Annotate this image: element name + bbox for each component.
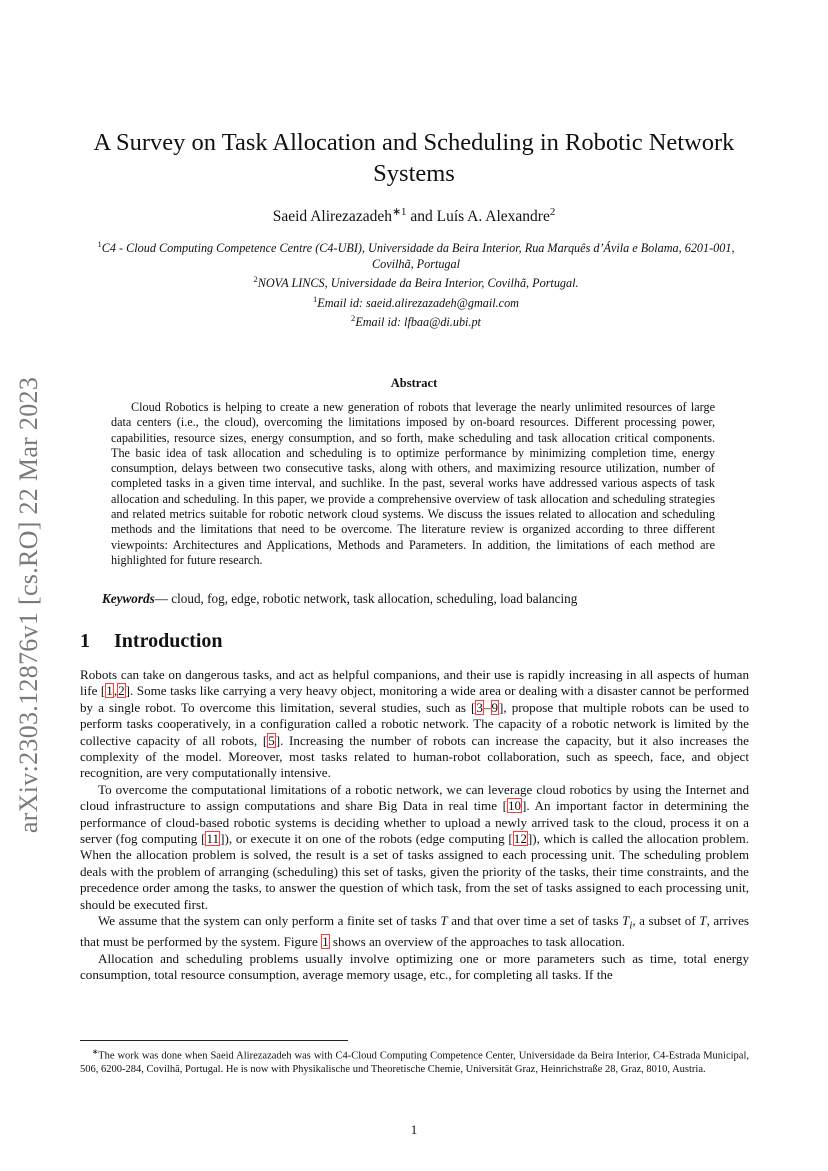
author-1-marks: ∗1 [391, 206, 407, 218]
page-number: 1 [410, 1122, 418, 1137]
citation-link[interactable]: 1 [106, 683, 113, 699]
math-symbol: T [622, 913, 630, 929]
text-run: To overcome the computational limitations of a robotic network, we can leverage cloud robotics by using the Internet and cloud infrastructure to assign computations and share Big Data in real time [80, 781, 749, 814]
affiliation-mark: 2 [253, 274, 258, 285]
citation-link[interactable]: 3 [476, 699, 483, 715]
section-number: 1 [80, 630, 90, 652]
footnote-mark: ∗ [92, 1047, 99, 1056]
email-2[interactable] [96, 311, 736, 331]
footnote-text: The work was done when Saeid Alirezazadeh was with C4-Cloud Computing Competence Center, Universidade da Beira Interior, C4-Estrada Municipal, 506, 6200-284, Covilhã, Portugal. He is now with Physikalische und Theoretische Chemie, Universität Graz, Heinrichstraße 28, Graz, 8010, Austria. [80, 1050, 749, 1075]
math-subscript: i [629, 919, 633, 932]
text-run: ), or execute it on one of the robots (edge computing [224, 831, 509, 847]
text-run: , [113, 683, 118, 699]
introduction-body [80, 667, 749, 983]
author-1: Saeid Alirezazadeh [272, 208, 392, 226]
section-heading-introduction [80, 630, 223, 653]
text-run: Allocation and scheduling problems usually involve optimizing one or more parameters such as time, total energy consumption, total resource consumption, average memory usage, etc., for completing all tasks. If the [80, 950, 749, 982]
paragraph-2: To overcome the computational limitations of a robotic network, we can leverage cloud robotics by using the Internet and cloud infrastructure to assign computations and share Big Data in real time [10]. An important factor in determining the performance of cloud-based robotic systems is deciding whether to upload a newly arrived task to the cloud, process it on a server (fog computing [11]), or execute it on one of the robots (edge computing [12]), which is called the allocation problem. When the allocation problem is solved, the result is a set of tasks assigned to each processing unit. The scheduling problem deals with the problem of arranging (scheduling) this set of tasks, given the priority of the tasks, their time constraints, and the precedence order among the tasks, to answer the question of which task, from the set of tasks assigned to each processing unit, should be executed first. [80, 781, 749, 912]
section-title: Introduction [114, 630, 223, 652]
affiliation-mark: 2 [351, 313, 356, 324]
footnote [80, 1045, 749, 1076]
abstract-text: Cloud Robotics is helping to create a new generation of robots that leverage the nearly unlimited resources of large data centers (i.e., the cloud), overcoming the limitations imposed by on-board resources. Different processing power, capabilities, resource sizes, energy consumption, and so forth, make scheduling and task allocation critical components. The basic idea of task allocation and scheduling is to optimize performance by minimizing completion time, energy consumption, delays between two consecutive tasks, along with others, and maximizing resource utilization, number of completed tasks in a given time interval, and suchlike. In the past, several works have addressed various aspects of task allocation and scheduling. In this paper, we provide a comprehensive overview of task allocation and scheduling strategies and related metrics suitable for robotic network cloud systems. We discuss the issues related to allocation and scheduling methods and the limitations that need to be overcome. The literature review is organized according to three different viewpoints: Architectures and Applications, Methods and Parameters. In addition, the limitations of each method are highlighted for future research. [111, 400, 715, 567]
citation-link[interactable]: 12 [513, 831, 527, 847]
citation-link[interactable]: 10 [507, 798, 522, 814]
affiliation-text: C4 - Cloud Computing Competence Centre (C4-UBI), Universidade da Beira Interior, Rua Marquês d’Ávila e Bolama, 6201-001, Covilhã, Portugal [101, 241, 735, 271]
paragraph-3 [80, 913, 749, 950]
math-symbol: T [440, 913, 448, 929]
text-run: and that over time a set of tasks [447, 913, 623, 929]
keywords [102, 591, 742, 607]
citation-link[interactable]: 9 [491, 699, 499, 715]
paper-title: A Survey on Task Allocation and Scheduling in Robotic Network Systems [93, 129, 735, 187]
email-1[interactable] [96, 292, 736, 312]
text-run: Robots can take on dangerous tasks, and act as helpful companions, and their use is rapidly increasing in all aspects of human life [80, 667, 749, 699]
text-run: ), which is called the allocation problem. When the allocation problem is solved, the result is a set of tasks assigned to each processing unit. The scheduling problem deals with the problem of arranging (scheduling) this set of tasks, given the priority of the tasks, their time constraints, and the precedence order among the tasks, to answer the question of which task, from the set of tasks assigned to each processing unit, should be executed first. [80, 831, 749, 912]
email-text[interactable]: Email id: saeid.alirezazadeh@gmail.com [317, 295, 519, 310]
citation-link[interactable]: 11 [206, 831, 220, 847]
affiliation-text: NOVA LINCS, Universidade da Beira Interior, Covilhã, Portugal. [257, 276, 579, 291]
author-2: Luís A. Alexandre [436, 208, 550, 226]
footnote-divider [80, 1040, 348, 1041]
affiliations [96, 237, 736, 331]
paragraph-1: Robots can take on dangerous tasks, and act as helpful companions, and their use is rapidly increasing in all aspects of human life [1,2]. Some tasks like carrying a very heavy object, monitoring a wide area or dealing with a disaster cannot be performed by a single robot. To overcome this limitation, several studies, such as [3–9], propose that multiple robots can be used to perform tasks cooperatively, in a configuration called a robotic network. The capacity of a robotic network is limited by the collective capacity of all robots, [5]. Increasing the number of robots can increase the capacity, but it also increases the complexity of the model. Moreover, most tasks related to human-robot collaboration, such as speech, face, and object recognition, are very computationally intensive. [80, 667, 749, 781]
affiliation-mark: 1 [313, 293, 318, 304]
text-run: , a subset of [632, 913, 700, 929]
text-run: . Increasing the number of robots can increase the capacity, but it also increases the complexity of the model. Moreover, most tasks related to human-robot collaboration, such as speech, face, and object recognition, are very computationally intensive. [80, 732, 749, 781]
text-run: We assume that the system can only perform a finite set of tasks [98, 913, 441, 929]
paragraph-4 [80, 951, 749, 984]
figure-link[interactable]: 1 [322, 934, 329, 950]
text-run: . Some tasks like carrying a very heavy object, monitoring a wide area or dealing with a disaster cannot be performed by a single robot. To overcome this limitation, several studies, such as [80, 683, 749, 715]
keywords-label: Keywords [102, 591, 155, 606]
keywords-list: cloud, fog, edge, robotic network, task allocation, scheduling, load balancing [171, 591, 578, 606]
text-run: – [483, 699, 491, 715]
email-text[interactable]: Email id: lfbaa@di.ubi.pt [355, 315, 481, 330]
affiliation-2 [96, 272, 736, 292]
author-conjunction: and [410, 208, 433, 226]
author-2-marks: 2 [549, 206, 556, 218]
author-line [90, 205, 738, 226]
keywords-dash: — [154, 591, 168, 606]
arxiv-margin-stamp [6, 360, 52, 850]
text-run: , arrives that must be performed by the system. Figure [80, 913, 749, 950]
abstract-heading: Abstract [390, 376, 438, 390]
affiliation-1 [96, 237, 736, 272]
affiliation-mark: 1 [97, 239, 102, 249]
citation-link[interactable]: 5 [268, 732, 275, 748]
math-symbol: T [699, 913, 707, 929]
citation-link[interactable]: 2 [118, 683, 125, 699]
text-run: . An important factor in determining the performance of cloud-based robotic systems is deciding whether to upload a newly arrived task to the cloud, process it on a server (fog computing [80, 798, 749, 847]
arxiv-identifier: arXiv:2303.12876v1 [cs.RO] 22 Mar 2023 [14, 376, 44, 834]
text-run: , propose that multiple robots can be used to perform tasks cooperatively, in a configuration called a robotic network. The capacity of a robotic network is limited by the collective capacity of all robots, [80, 699, 749, 748]
text-run: shows an overview of the approaches to task allocation. [329, 934, 625, 950]
